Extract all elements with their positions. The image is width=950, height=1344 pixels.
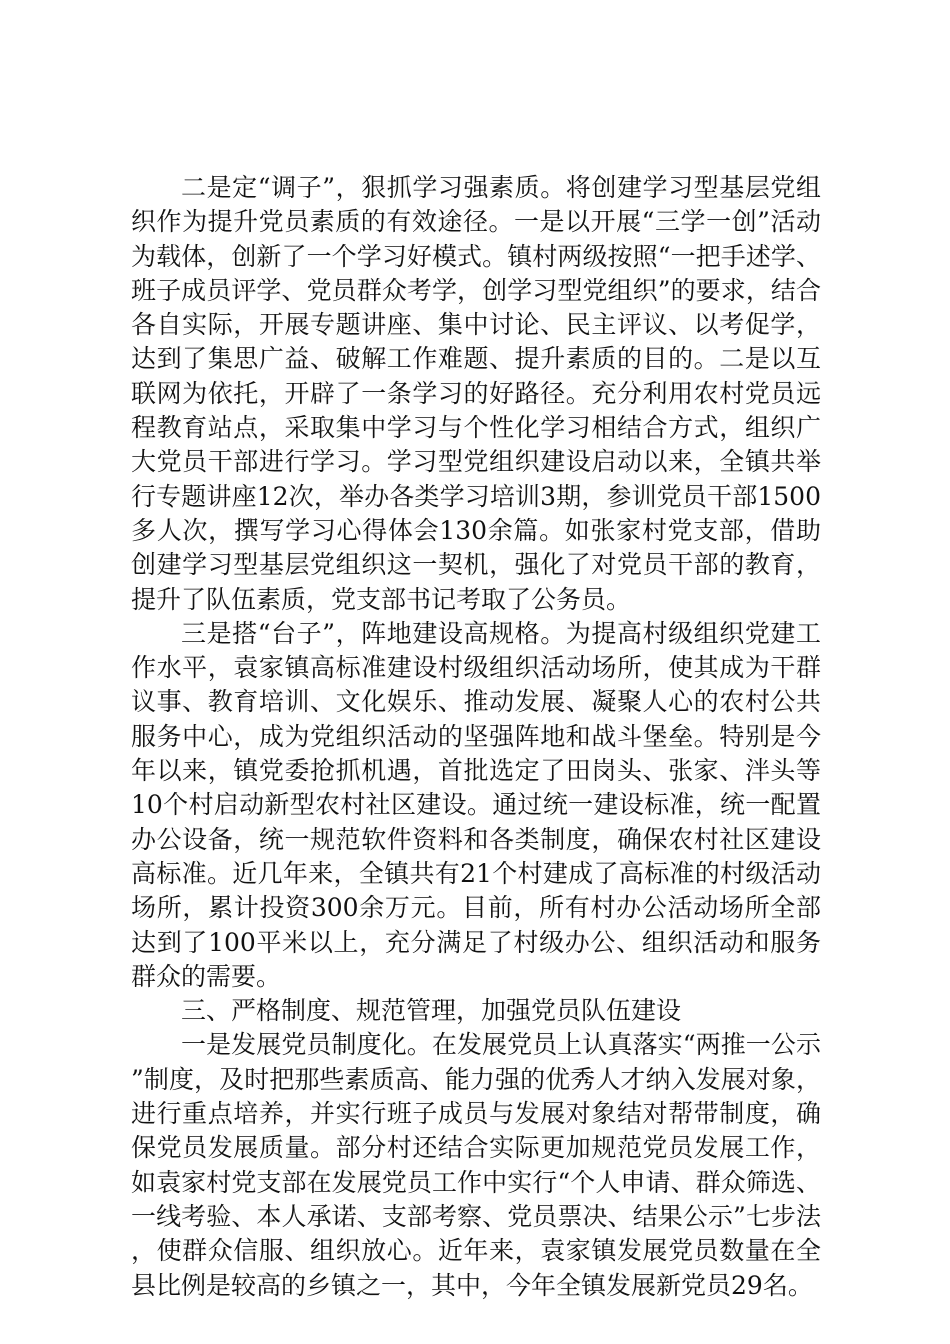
section-heading: 三、严格制度、规范管理，加强党员队伍建设 [181, 996, 682, 1026]
paragraph-study: 二是定“调子”，狠抓学习强素质。将创建学习型基层党组织作为提升党员素质的有效途径。一是以开展“三学一创”活动为载体，创新了一个学习好模式。镇村两级按照“一把手述学、班子成员评学、党员群众考学，创学习型党组织”的要求，结合各自实际，开展专题讲座、集中讨论、民主评议、以考促学，达到了集思广益、破解工作难题、提升素质的目的。二是以互联网为依托，开辟了一条学习的好路径。充分利用农村党员远程教育站点，采取集中学习与个性化学习相结合方式，组织广大党员干部进行学习。学习型党组织建设启动以来，全镇共举行专题讲座12次，举办各类学习培训3期，参训党员干部1500多人次，撰写学习心得体会130余篇。如张家村党支部，借助创建学习型基层党组织这一契机，强化了对党员干部的教育，提升了队伍素质，党支部书记考取了公务员。 [131, 173, 821, 614]
document-body [131, 171, 821, 1303]
paragraph-membership: 一是发展党员制度化。在发展党员上认真落实“两推一公示”制度，及时把那些素质高、能力强的优秀人才纳入发展对象，进行重点培养，并实行班子成员与发展对象结对帮带制度，确保党员发展质量。部分村还结合实际更加规范党员发展工作，如袁家村党支部在发展党员工作中实行“个人申请、群众筛选、一线考验、本人承诺、支部考察、党员票决、结果公示”七步法，使群众信服、组织放心。近年来，袁家镇发展党员数量在全县比例是较高的乡镇之一，其中，今年全镇发展新党员29名。 [131, 1030, 821, 1300]
paragraph-platform: 三是搭“台子”，阵地建设高规格。为提高村级组织党建工作水平，袁家镇高标准建设村级组织活动场所，使其成为干群议事、教育培训、文化娱乐、推动发展、凝聚人心的农村公共服务中心，成为党组织活动的坚强阵地和战斗堡垒。特别是今年以来，镇党委抢抓机遇，首批选定了田岗头、张家、泮头等10个村启动新型农村社区建设。通过统一建设标准，统一配置办公设备，统一规范软件资料和各类制度，确保农村社区建设高标准。近几年来，全镇共有21个村建成了高标准的村级活动场所，累计投资300余万元。目前，所有村办公活动场所全部达到了100平米以上，充分满足了村级办公、组织活动和服务群众的需要。 [131, 618, 821, 991]
